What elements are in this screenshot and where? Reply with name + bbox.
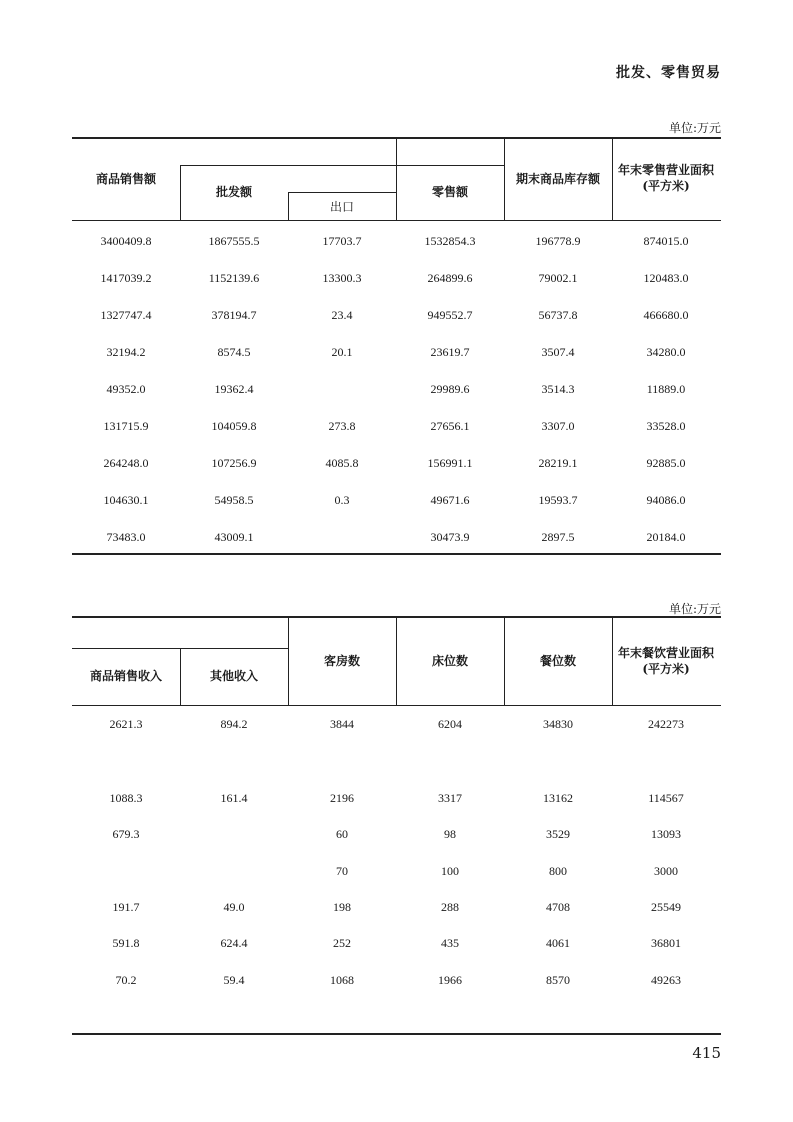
table-cell: 3317: [438, 791, 462, 805]
section-title: 批发、零售贸易: [616, 65, 721, 81]
table-cell: 1088.3: [109, 791, 143, 805]
table1-header-inventory: 期末商品库存额: [515, 172, 600, 186]
table-cell: 13093: [651, 827, 681, 841]
table-cell: 120483.0: [643, 271, 689, 285]
table-cell: 273.8: [328, 419, 356, 433]
table1-col-divider: [396, 139, 397, 220]
table-cell: 4708: [546, 900, 570, 914]
table-cell: 4085.8: [325, 456, 359, 470]
table-cell: 2897.5: [541, 530, 575, 544]
table-cell: 196778.9: [535, 234, 581, 248]
table-cell: 3529: [546, 827, 570, 841]
table-cell: 8570: [546, 973, 570, 987]
table2-header-area-line2: (平方米): [642, 662, 690, 676]
table-cell: 4061: [546, 936, 570, 950]
table-cell: 252: [333, 936, 351, 950]
table-cell: 1966: [438, 973, 462, 987]
table-cell: 1152139.6: [208, 271, 260, 285]
table-cell: 43009.1: [214, 530, 254, 544]
table-cell: 32194.2: [106, 345, 146, 359]
table-cell: 6204: [438, 717, 462, 731]
table2-header-rooms: 客房数: [323, 654, 360, 668]
table-cell: 114567: [648, 791, 684, 805]
table-cell: 27656.1: [430, 419, 470, 433]
table-cell: 54958.5: [214, 493, 254, 507]
table2-header-area-line1: 年末餐饮营业面积: [617, 646, 714, 660]
table-cell: 98: [444, 827, 456, 841]
table-cell: 198: [333, 900, 351, 914]
table-cell: 131715.9: [103, 419, 149, 433]
table-cell: 49.0: [223, 900, 245, 914]
table-cell: 36801: [651, 936, 681, 950]
table-cell: 104059.8: [211, 419, 257, 433]
table-cell: 104630.1: [103, 493, 149, 507]
table-cell: 378194.7: [211, 308, 257, 322]
table-cell: 3514.3: [541, 382, 575, 396]
table-cell: 107256.9: [211, 456, 257, 470]
table-cell: 2196: [330, 791, 354, 805]
table2-bottom-rule: [72, 1033, 721, 1035]
table-cell: 3507.4: [541, 345, 575, 359]
table-cell: 591.8: [112, 936, 140, 950]
table-cell: 13162: [543, 791, 573, 805]
table-cell: 94086.0: [646, 493, 686, 507]
table-cell: 1417039.2: [100, 271, 152, 285]
table2-header-beds: 床位数: [431, 654, 468, 668]
table-cell: 70: [336, 864, 348, 878]
table-cell: 874015.0: [643, 234, 689, 248]
table1-group-rule: [180, 165, 396, 166]
table-cell: 8574.5: [217, 345, 251, 359]
table-cell: 23619.7: [430, 345, 470, 359]
table-cell: 79002.1: [538, 271, 578, 285]
table1-header-retail: 零售额: [431, 185, 468, 199]
table-cell: 13300.3: [322, 271, 362, 285]
table-cell: 3000: [654, 864, 678, 878]
table1-export-rule: [288, 192, 396, 193]
table-cell: 30473.9: [430, 530, 470, 544]
table1-unit: 单位:万元: [668, 121, 721, 135]
table-cell: 3307.0: [541, 419, 575, 433]
table-cell: 59.4: [223, 973, 245, 987]
table-cell: 49263: [651, 973, 681, 987]
table1-bottom-rule: [72, 553, 721, 555]
table-cell: 3844: [330, 717, 354, 731]
table-cell: 33528.0: [646, 419, 686, 433]
table-cell: 0.3: [334, 493, 350, 507]
table-cell: 264248.0: [103, 456, 149, 470]
table-cell: 466680.0: [643, 308, 689, 322]
table-cell: 25549: [651, 900, 681, 914]
table-cell: 156991.1: [427, 456, 473, 470]
table-cell: 100: [441, 864, 459, 878]
table-cell: 1327747.4: [100, 308, 152, 322]
table-cell: 60: [336, 827, 348, 841]
page-number: 415: [692, 1044, 721, 1062]
table-cell: 1068: [330, 973, 354, 987]
table-cell: 20.1: [331, 345, 353, 359]
table-cell: 23.4: [331, 308, 353, 322]
table-cell: 20184.0: [646, 530, 686, 544]
table-cell: 11889.0: [646, 382, 686, 396]
table-cell: 288: [441, 900, 459, 914]
table-cell: 49352.0: [106, 382, 146, 396]
table2-header-rule: [72, 705, 721, 706]
table1-header-sales: 商品销售额: [95, 172, 156, 186]
table-cell: 191.7: [112, 900, 140, 914]
table-cell: 1532854.3: [424, 234, 476, 248]
table-cell: 242273: [648, 717, 684, 731]
table-cell: 29989.6: [430, 382, 470, 396]
table-cell: 1867555.5: [208, 234, 260, 248]
table-cell: 894.2: [220, 717, 248, 731]
table2-header-seats: 餐位数: [539, 654, 576, 668]
table2-header-other-income: 其他收入: [209, 669, 258, 683]
table-cell: 34280.0: [646, 345, 686, 359]
table2-header-area: [612, 645, 720, 677]
table2-header-sales-income: 商品销售收入: [89, 669, 162, 683]
table1-header-area: [612, 162, 720, 194]
table-cell: 17703.7: [322, 234, 362, 248]
table-cell: 949552.7: [427, 308, 473, 322]
table1-retail-rule: [396, 165, 504, 166]
table1-header-rule: [72, 220, 721, 221]
table-cell: 624.4: [220, 936, 248, 950]
table-cell: 161.4: [220, 791, 248, 805]
table-cell: 28219.1: [538, 456, 578, 470]
table-cell: 435: [441, 936, 459, 950]
table-cell: 34830: [543, 717, 573, 731]
table1-header-area-line1: 年末零售营业面积: [617, 163, 714, 177]
table1-header-export: 出口: [329, 200, 354, 214]
table-cell: 800: [549, 864, 567, 878]
table-cell: 73483.0: [106, 530, 146, 544]
table-cell: 49671.6: [430, 493, 470, 507]
table-cell: 70.2: [115, 973, 137, 987]
table-cell: 2621.3: [109, 717, 143, 731]
table-cell: 679.3: [112, 827, 140, 841]
table-cell: 56737.8: [538, 308, 578, 322]
table-cell: 92885.0: [646, 456, 686, 470]
table1-header-area-line2: (平方米): [642, 179, 690, 193]
table-cell: 19593.7: [538, 493, 578, 507]
table1-header-wholesale: 批发额: [215, 185, 252, 199]
table-cell: 19362.4: [214, 382, 254, 396]
table2-unit: 单位:万元: [668, 602, 721, 616]
table-cell: 264899.6: [427, 271, 473, 285]
table-cell: 3400409.8: [100, 234, 152, 248]
